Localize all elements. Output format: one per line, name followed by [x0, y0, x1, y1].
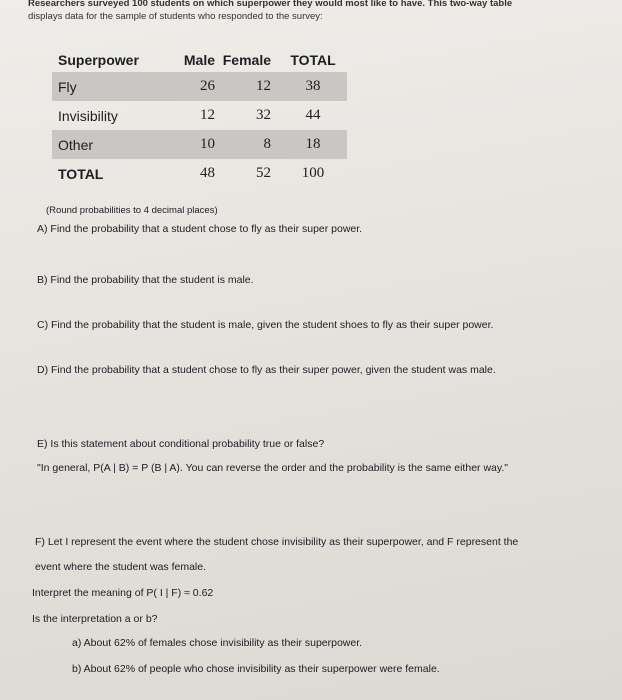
- table-cell: 52: [256, 165, 271, 181]
- intro-line-1: Researchers surveyed 100 students on which superpower they would most like to have. This two-way table: [28, 0, 513, 9]
- table-cell: Invisibility: [58, 107, 118, 124]
- table-header-row: [52, 48, 347, 72]
- question-e-line-1: E) Is this statement about conditional probability true or false?: [37, 438, 325, 450]
- table-row-other: [52, 130, 347, 159]
- table-cell: 38: [271, 72, 347, 101]
- table-row-fly: [52, 72, 347, 101]
- question-d: D) Find the probability that a student chose to fly as their super power, given the student was male.: [37, 364, 496, 376]
- table-cell: 12: [215, 72, 271, 101]
- table-cell: 32: [256, 107, 271, 123]
- two-way-table: [52, 48, 347, 188]
- question-f-line-1: F) Let I represent the event where the student chose invisibility as their superpower, and F represent the: [35, 536, 519, 548]
- header-superpower: Superpower: [58, 52, 139, 68]
- option-b: b) About 62% of people who chose invisibility as their superpower were female.: [72, 663, 440, 675]
- table-cell: Fly: [52, 72, 153, 101]
- table-cell: 44: [305, 107, 321, 123]
- question-b: B) Find the probability that the student is male.: [37, 274, 254, 286]
- table-cell: 26: [153, 72, 215, 101]
- header-female: Female: [222, 52, 271, 68]
- intro-text: [28, 0, 608, 23]
- table-cell: TOTAL: [58, 165, 104, 182]
- option-a: a) About 62% of females chose invisibility as their superpower.: [72, 637, 363, 649]
- table-cell: 100: [301, 165, 325, 181]
- question-a: A) Find the probability that a student chose to fly as their super power.: [37, 223, 363, 235]
- table-row-invisibility: [52, 101, 347, 130]
- question-f-interpret: Interpret the meaning of P( I | F) ≈ 0.62: [32, 587, 214, 599]
- table-cell: 10: [153, 130, 215, 159]
- header-male: Male: [183, 52, 215, 68]
- table-cell: 8: [215, 130, 271, 159]
- question-e-statement: "In general, P(A | B) = P (B | A). You can reverse the order and the probability is the same either way.": [37, 462, 508, 474]
- header-total: TOTAL: [290, 52, 336, 68]
- table-row-total: [52, 159, 347, 188]
- question-c: C) Find the probability that the student is male, given the student shoes to fly as their super power.: [37, 319, 494, 331]
- table-cell: Other: [52, 130, 153, 159]
- question-f-choice: Is the interpretation a or b?: [32, 613, 158, 625]
- question-f-line-2: event where the student was female.: [35, 561, 207, 573]
- table-cell: 18: [271, 130, 347, 159]
- intro-line-2: displays data for the sample of students who responded to the survey:: [28, 11, 323, 22]
- round-note: (Round probabilities to 4 decimal places): [46, 205, 218, 216]
- table-cell: 48: [200, 165, 215, 181]
- table-cell: 12: [200, 107, 215, 123]
